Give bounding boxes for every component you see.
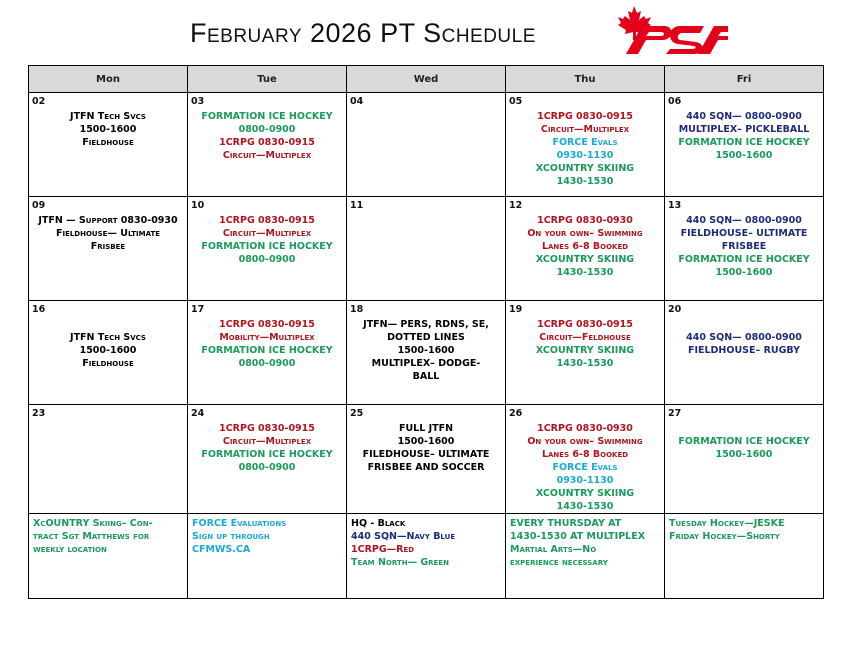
event-line: 1430-1530 bbox=[556, 267, 614, 278]
day-number: 06 bbox=[668, 96, 682, 107]
event-line: 1CRPG 0830-0930 bbox=[537, 215, 633, 226]
event-list bbox=[506, 301, 664, 370]
event-line: FORMATION ICE HOCKEY bbox=[678, 436, 810, 447]
day-number: 12 bbox=[509, 200, 523, 211]
event-line: Fieldhouse bbox=[82, 358, 134, 369]
event-list bbox=[29, 405, 187, 422]
event-line: 1CRPG 0830-0915 bbox=[219, 215, 315, 226]
day-cell bbox=[665, 197, 824, 301]
note-line: XcOUNTRY Skiing– Con- bbox=[33, 518, 153, 529]
weekday-header-row bbox=[29, 66, 824, 93]
event-line bbox=[29, 318, 187, 331]
psp-lettering-icon bbox=[626, 26, 728, 54]
page-title: February 2026 PT Schedule bbox=[190, 18, 536, 48]
event-line: FIELDHOUSE– RUGBY bbox=[687, 345, 800, 356]
notes-cell bbox=[188, 514, 347, 599]
event-line: 1500-1600 bbox=[715, 449, 773, 460]
week-row bbox=[29, 93, 824, 197]
day-cell bbox=[665, 301, 824, 405]
event-line: FORMATION ICE HOCKEY bbox=[678, 254, 810, 265]
day-number: 23 bbox=[32, 408, 46, 419]
event-line bbox=[665, 422, 823, 435]
note-line: HQ - Black bbox=[351, 518, 406, 529]
week-row bbox=[29, 301, 824, 405]
event-line: Lanes 6-8 Booked bbox=[541, 449, 629, 460]
event-line: Circuit—Multiplex bbox=[222, 150, 312, 161]
event-line: XCOUNTRY SKIING bbox=[535, 254, 635, 265]
event-line: XCOUNTRY SKIING bbox=[535, 345, 635, 356]
event-line: FRISBEE AND SOCCER bbox=[367, 462, 485, 473]
event-line: 1500-1600 bbox=[397, 345, 455, 356]
note-line: EVERY THURSDAY AT bbox=[510, 518, 622, 529]
event-line: FIELDHOUSE– ULTIMATE bbox=[680, 228, 808, 239]
event-line: FORCE Evals bbox=[552, 137, 618, 148]
event-line: BALL bbox=[412, 371, 440, 382]
day-number: 17 bbox=[191, 304, 205, 315]
day-cell bbox=[29, 93, 188, 197]
event-line: 0800-0900 bbox=[238, 124, 296, 135]
notes-row bbox=[29, 514, 824, 599]
day-cell bbox=[29, 301, 188, 405]
event-line: 1CRPG 0830-0915 bbox=[537, 111, 633, 122]
day-number: 03 bbox=[191, 96, 205, 107]
event-line: 0930-1130 bbox=[556, 150, 614, 161]
event-line: Lanes 6-8 Booked bbox=[541, 241, 629, 252]
event-list bbox=[347, 405, 505, 474]
event-list bbox=[347, 197, 505, 214]
event-line: 440 SQN— 0800-0900 bbox=[686, 332, 802, 343]
event-list bbox=[665, 93, 823, 162]
event-list bbox=[665, 197, 823, 279]
event-line: 1430-1530 bbox=[556, 358, 614, 369]
day-cell bbox=[506, 93, 665, 197]
event-list bbox=[347, 93, 505, 110]
day-number: 05 bbox=[509, 96, 523, 107]
event-list bbox=[188, 405, 346, 474]
day-number: 16 bbox=[32, 304, 46, 315]
event-line: Circuit—Feldhouse bbox=[539, 332, 631, 343]
event-list bbox=[347, 301, 505, 383]
note-line: 1430-1530 AT MULTIPLEX bbox=[510, 531, 646, 542]
day-cell bbox=[665, 405, 824, 514]
note-line: Tuesday Hockey—JESKE bbox=[669, 518, 785, 529]
day-number: 09 bbox=[32, 200, 46, 211]
note-line: experience necessary bbox=[510, 557, 608, 568]
event-line: DOTTED LINES bbox=[387, 332, 465, 343]
event-line: 440 SQN— 0800-0900 bbox=[686, 111, 802, 122]
event-list bbox=[29, 197, 187, 253]
day-number: 24 bbox=[191, 408, 205, 419]
event-line: Fieldhouse— Ultimate bbox=[55, 228, 161, 239]
day-cell bbox=[347, 301, 506, 405]
day-cell bbox=[188, 93, 347, 197]
psp-logo bbox=[616, 4, 728, 60]
event-line: Fieldhouse bbox=[82, 137, 134, 148]
weekday-header-thu: Thu bbox=[506, 66, 665, 93]
event-line: 1430-1530 bbox=[556, 176, 614, 187]
schedule-table bbox=[28, 65, 824, 599]
event-list bbox=[506, 405, 664, 513]
event-line: Frisbee bbox=[90, 241, 126, 252]
event-line: 1500-1600 bbox=[715, 150, 773, 161]
event-list bbox=[665, 301, 823, 357]
weekday-header-mon: Mon bbox=[29, 66, 188, 93]
event-line: XCOUNTRY SKIING bbox=[535, 163, 635, 174]
event-line: 1500-1600 bbox=[715, 267, 773, 278]
event-line: 1500-1600 bbox=[79, 124, 137, 135]
notes-cell bbox=[29, 514, 188, 599]
day-cell bbox=[347, 93, 506, 197]
event-line: JTFN — Support 0830-0930 bbox=[38, 215, 178, 226]
note-line: Martial Arts—No bbox=[510, 544, 597, 555]
note-line: Sign up through bbox=[192, 531, 270, 542]
notes-cell bbox=[665, 514, 824, 599]
event-list bbox=[188, 93, 346, 162]
note-line: Friday Hockey—Shorty bbox=[669, 531, 780, 542]
event-line: 0800-0900 bbox=[238, 254, 296, 265]
event-line: JTFN Tech Svcs bbox=[70, 332, 146, 343]
notes-cell bbox=[506, 514, 665, 599]
day-cell bbox=[188, 301, 347, 405]
weekday-header-fri: Fri bbox=[665, 66, 824, 93]
event-line bbox=[665, 318, 823, 331]
day-number: 11 bbox=[350, 200, 364, 211]
event-line: 1500-1600 bbox=[79, 345, 137, 356]
note-line: 1CRPG—Red bbox=[351, 544, 415, 555]
day-number: 02 bbox=[32, 96, 46, 107]
day-cell bbox=[506, 197, 665, 301]
event-line: FORMATION ICE HOCKEY bbox=[201, 345, 333, 356]
event-line: FORMATION ICE HOCKEY bbox=[201, 241, 333, 252]
day-cell bbox=[347, 197, 506, 301]
note-line: weekly location bbox=[33, 544, 107, 555]
event-line: 0800-0900 bbox=[238, 358, 296, 369]
day-number: 26 bbox=[509, 408, 523, 419]
notes-cell bbox=[347, 514, 506, 599]
event-line: MULTIPLEX– DODGE- bbox=[371, 358, 481, 369]
event-line: 1CRPG 0830-0915 bbox=[219, 423, 315, 434]
event-list bbox=[188, 301, 346, 370]
event-line: Mobility—Multiplex bbox=[219, 332, 315, 343]
event-line: 1CRPG 0830-0915 bbox=[537, 319, 633, 330]
event-line: FRISBEE bbox=[721, 241, 767, 252]
event-line: 1430-1530 bbox=[556, 501, 614, 512]
event-line: FULL JTFN bbox=[398, 423, 454, 434]
day-cell bbox=[506, 301, 665, 405]
event-line: 1500-1600 bbox=[397, 436, 455, 447]
day-cell bbox=[347, 405, 506, 514]
week-row bbox=[29, 405, 824, 514]
day-number: 04 bbox=[350, 96, 364, 107]
event-line: 0930-1130 bbox=[556, 475, 614, 486]
day-number: 27 bbox=[668, 408, 682, 419]
event-line: 440 SQN— 0800-0900 bbox=[686, 215, 802, 226]
event-list bbox=[188, 197, 346, 266]
event-line: Circuit—Multiplex bbox=[540, 124, 630, 135]
day-number: 19 bbox=[509, 304, 523, 315]
day-cell bbox=[506, 405, 665, 514]
day-number: 25 bbox=[350, 408, 364, 419]
weekday-header-wed: Wed bbox=[347, 66, 506, 93]
day-number: 10 bbox=[191, 200, 205, 211]
event-line: MULTIPLEX– PICKLEBALL bbox=[678, 124, 810, 135]
event-list bbox=[29, 93, 187, 149]
event-line: 1CRPG 0830-0915 bbox=[219, 319, 315, 330]
event-line: On your own– Swimming bbox=[527, 228, 643, 239]
note-line: 440 SQN—Navy Blue bbox=[351, 531, 456, 542]
weekday-header-tue: Tue bbox=[188, 66, 347, 93]
event-line: XCOUNTRY SKIING bbox=[535, 488, 635, 499]
event-line: FORMATION ICE HOCKEY bbox=[678, 137, 810, 148]
day-cell bbox=[188, 405, 347, 514]
event-list bbox=[506, 93, 664, 188]
week-row bbox=[29, 197, 824, 301]
note-line: FORCE Evaluations bbox=[192, 518, 287, 529]
event-line: FORMATION ICE HOCKEY bbox=[201, 449, 333, 460]
event-list bbox=[29, 301, 187, 370]
day-cell bbox=[665, 93, 824, 197]
event-line: FILEDHOUSE– ULTIMATE bbox=[362, 449, 490, 460]
event-line: Circuit—Multiplex bbox=[222, 436, 312, 447]
event-line: JTFN Tech Svcs bbox=[70, 111, 146, 122]
note-line: tract Sgt Matthews for bbox=[33, 531, 150, 542]
event-line: On your own– Swimming bbox=[527, 436, 643, 447]
day-number: 13 bbox=[668, 200, 682, 211]
day-cell bbox=[29, 405, 188, 514]
event-line: 1CRPG 0830-0930 bbox=[537, 423, 633, 434]
day-number: 20 bbox=[668, 304, 682, 315]
day-cell bbox=[29, 197, 188, 301]
event-line: 0800-0900 bbox=[238, 462, 296, 473]
event-line: FORCE Evals bbox=[552, 462, 618, 473]
event-line: FORMATION ICE HOCKEY bbox=[201, 111, 333, 122]
event-list bbox=[665, 405, 823, 461]
event-list bbox=[506, 197, 664, 279]
day-number: 18 bbox=[350, 304, 364, 315]
note-line: Team North— Green bbox=[351, 557, 449, 568]
event-line: Circuit—Multiplex bbox=[222, 228, 312, 239]
day-cell bbox=[188, 197, 347, 301]
note-line: CFMWS.CA bbox=[192, 544, 251, 555]
event-line: 1CRPG 0830-0915 bbox=[219, 137, 315, 148]
event-line: JTFN— PERS, RDNS, SE, bbox=[363, 319, 489, 330]
